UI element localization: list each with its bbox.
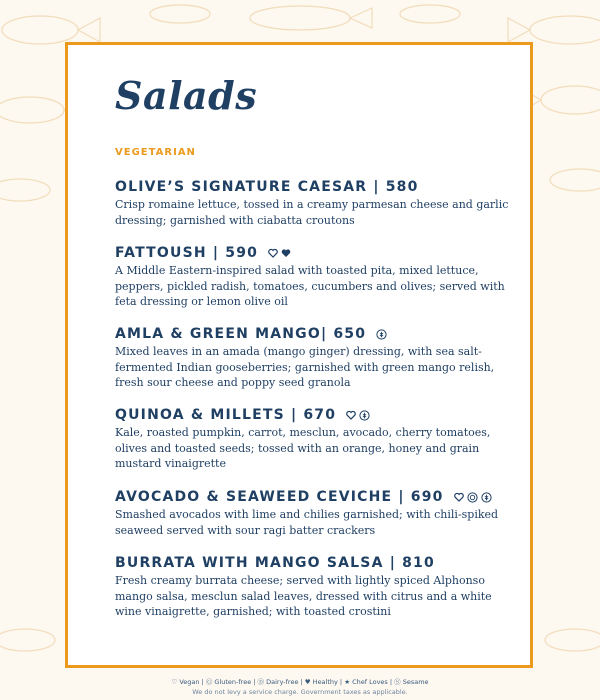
item-description: Smashed avocados with lime and chilies garnished; with chili-spiked seaweed served with sour ragi batter crackers: [115, 508, 499, 537]
item-description: A Middle Eastern-inspired salad with toasted pita, mixed lettuce, peppers, pickled radish, tomatoes, cucumbers and olives; served with feta dressing or lemon olive oil: [115, 264, 505, 308]
service-charge-note: We do not levy a service charge. Government taxes as applicable.: [192, 688, 408, 696]
section-label: VEGETARIAN: [115, 147, 196, 158]
dairy-free-icon: [467, 492, 478, 503]
gluten-free-icon: [359, 410, 370, 421]
menu-item: [115, 244, 515, 310]
item-name: BURRATA WITH MANGO SALSA | 810: [115, 555, 435, 571]
item-description: Fresh creamy burrata cheese; served with lightly spiced Alphonso mango salsa, mesclun salad leaves, dressed with citrus and a white wine vinaigrette, garnished; with toasted crostini: [115, 574, 492, 618]
gluten-free-icon: [481, 492, 492, 503]
menu-card: [65, 42, 533, 668]
menu-item: [115, 178, 515, 228]
vegan-heart-icon: [454, 492, 464, 502]
item-description: Kale, roasted pumpkin, carrot, mesclun, avocado, cherry tomatoes, olives and toasted seeds; tossed with an orange, honey and grain mustard vinaigrette: [115, 426, 491, 470]
menu-item: [115, 554, 515, 620]
vegan-heart-icon: [346, 410, 356, 420]
item-description: Mixed leaves in an amada (mango ginger) dressing, with sea salt-fermented Indian gooseberries; garnished with green mango relish, fresh sour cheese and poppy seed granola: [115, 345, 495, 389]
item-name: QUINOA & MILLETS | 670: [115, 407, 337, 423]
item-name: AMLA & GREEN MANGO| 650: [115, 326, 367, 342]
item-name: OLIVE’S SIGNATURE CAESAR | 580: [115, 179, 419, 195]
menu-item: [115, 488, 515, 538]
healthy-heart-icon: [281, 248, 291, 258]
menu-item: [115, 406, 515, 472]
vegan-heart-icon: [268, 248, 278, 258]
menu-item: [115, 325, 515, 391]
menu-title: Salads: [115, 73, 258, 118]
item-name: AVOCADO & SEAWEED CEVICHE | 690: [115, 489, 444, 505]
item-name: FATTOUSH | 590: [115, 245, 259, 261]
dietary-legend: ♡ Vegan | Ⓖ Gluten-free | Ⓓ Dairy-free | ♥ Healthy | ★ Chef Loves | Ⓢ Sesame: [171, 678, 429, 686]
item-description: Crisp romaine lettuce, tossed in a creamy parmesan cheese and garlic dressing; garnished with ciabatta croutons: [115, 198, 509, 227]
gluten-free-icon: [376, 329, 387, 340]
